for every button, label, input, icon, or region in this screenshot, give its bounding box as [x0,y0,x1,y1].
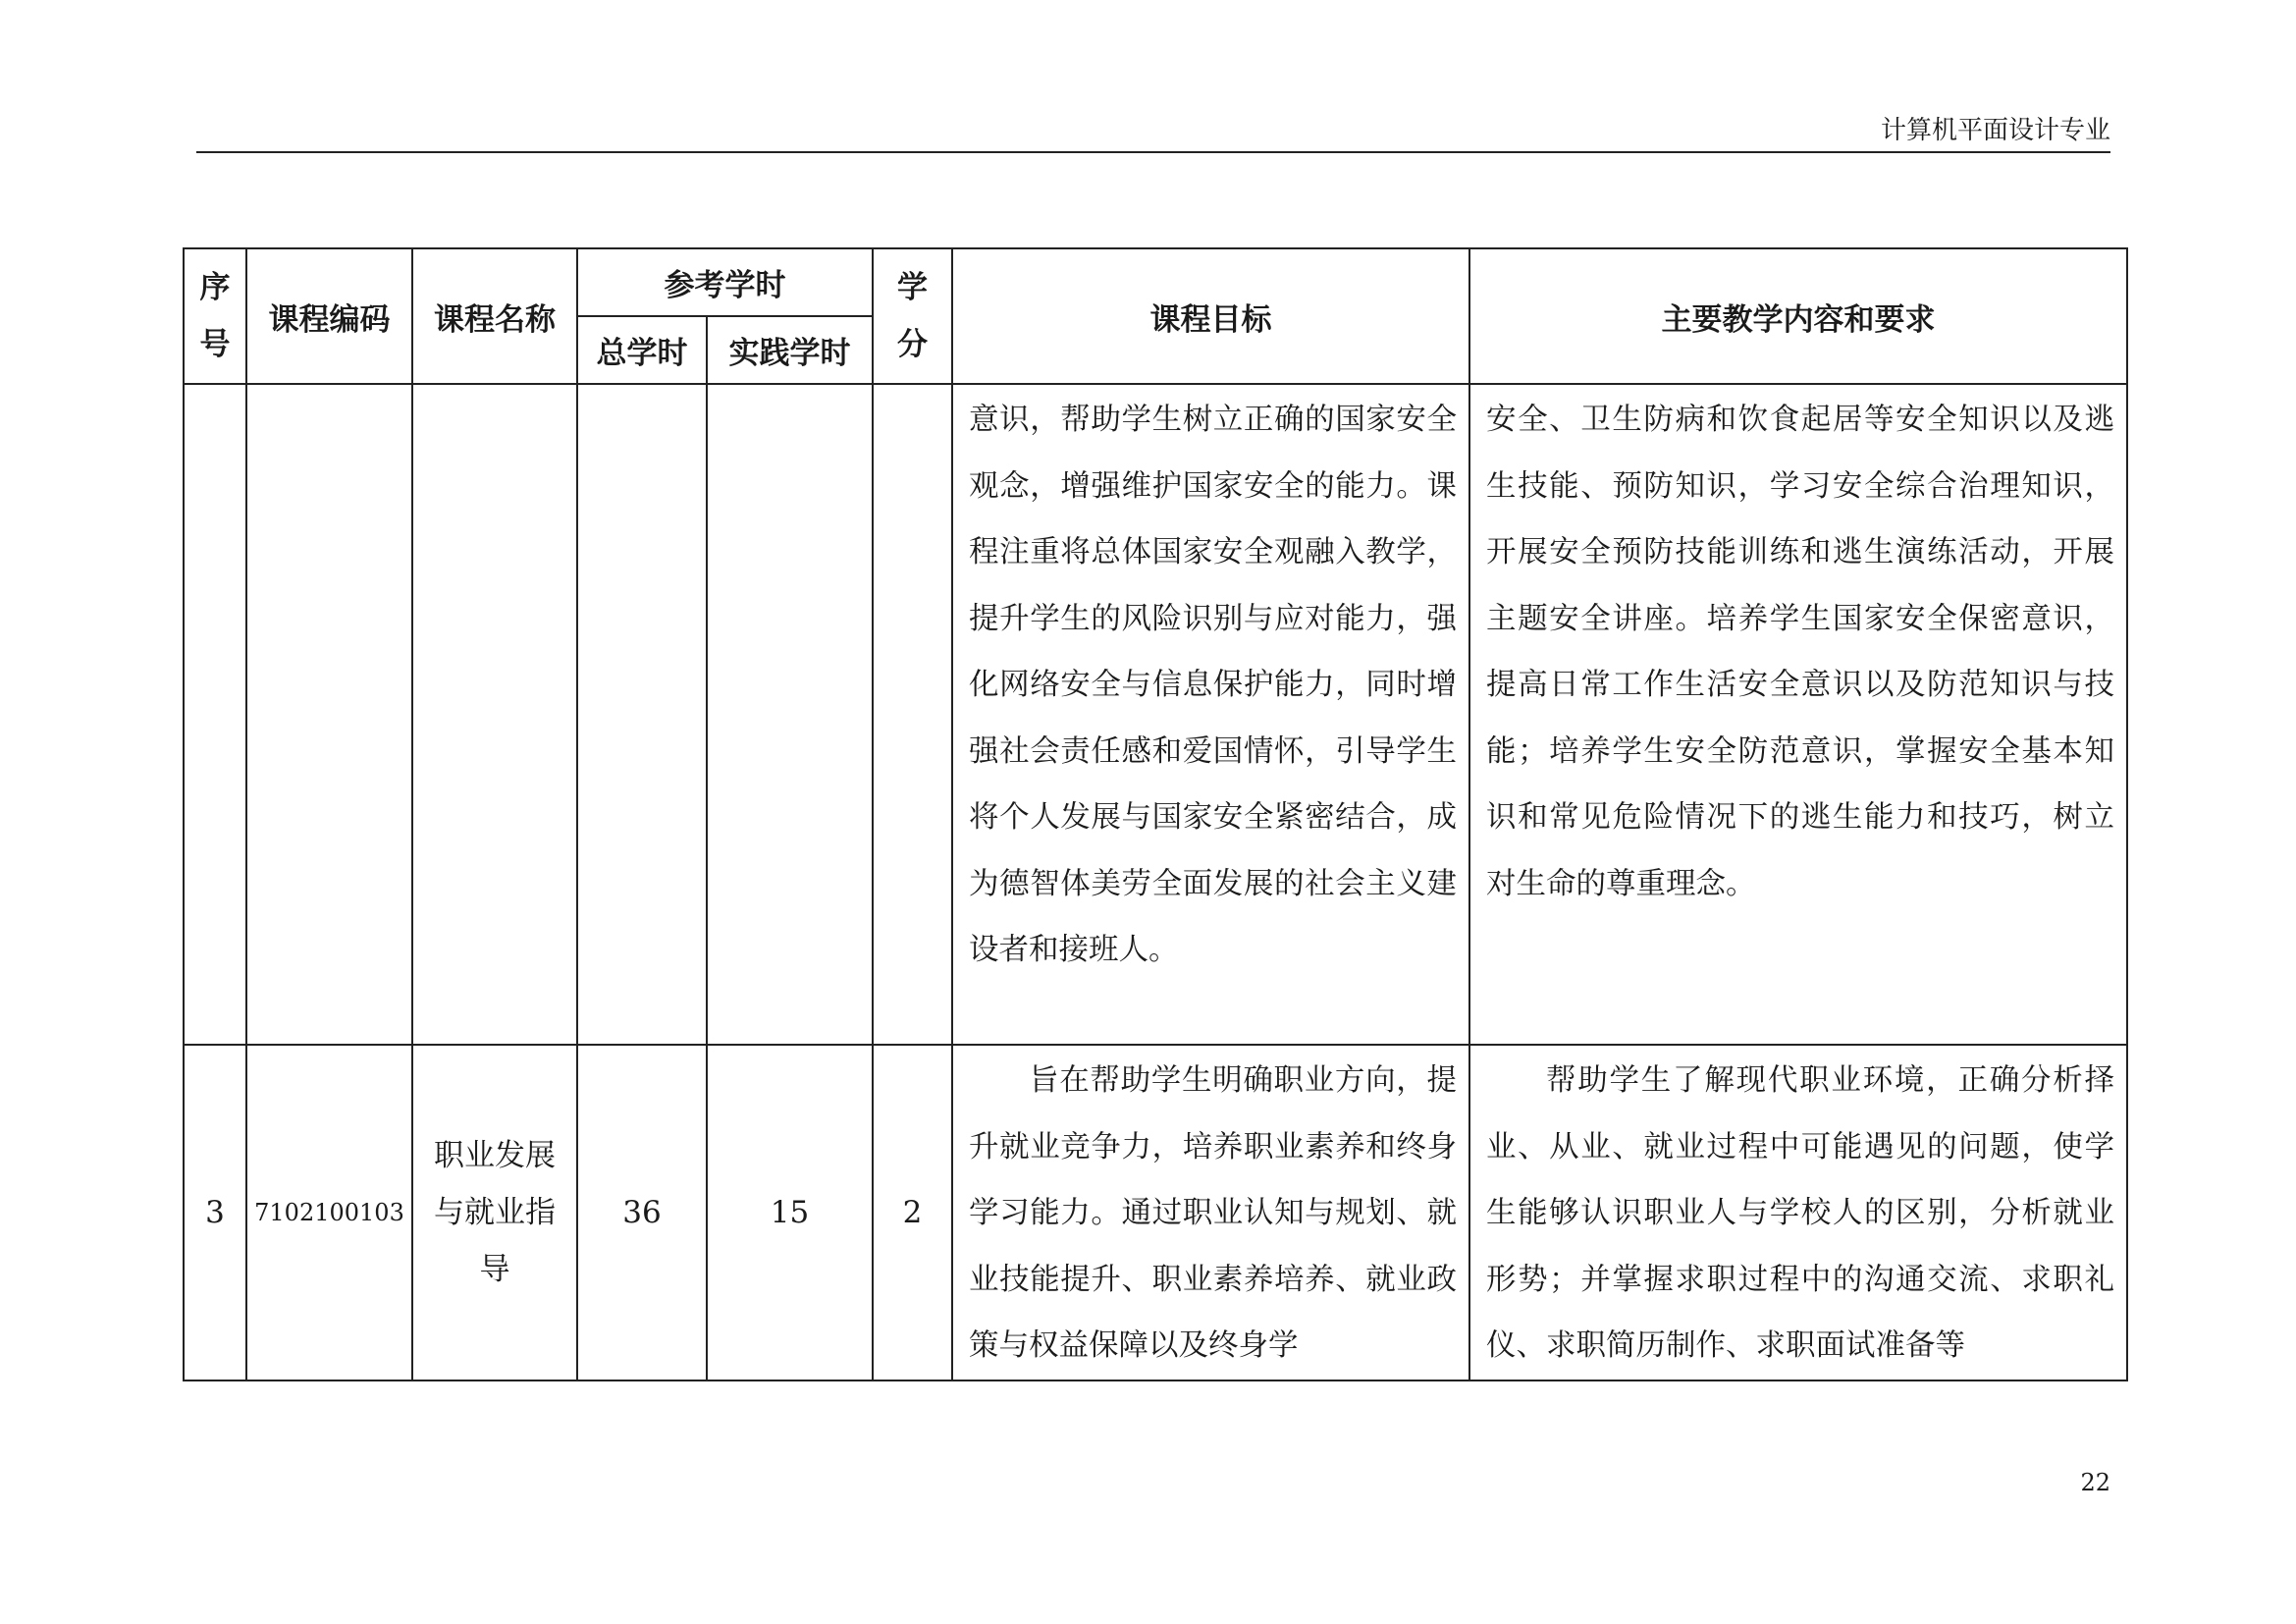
row-code [246,384,412,1045]
table-row [184,1045,2127,1380]
row-name [412,384,577,1045]
row-credit: 2 [873,1045,952,1380]
row-practice-hours: 15 [707,1045,873,1380]
row-content: 安全、卫生防病和饮食起居等安全知识以及逃生技能、预防知识，学习安全综合治理知识，开展安全预防技能训练和逃生演练活动，开展主题安全讲座。培养学生国家安全保密意识，提高日常工作生活安全意识以及防范知识与技能；培养学生安全防范意识，掌握安全基本知识和常见危险情况下的逃生能力和技巧，树立对生命的尊重理念。 [1469,384,2127,1045]
header-code: 课程编码 [246,248,412,384]
header-objective: 课程目标 [952,248,1469,384]
row-total-hours: 36 [577,1045,707,1380]
row-credit [873,384,952,1045]
row-practice-hours [707,384,873,1045]
row-total-hours [577,384,707,1045]
header-name: 课程名称 [412,248,577,384]
row-content: 帮助学生了解现代职业环境，正确分析择业、从业、就业过程中可能遇见的问题，使学生能够认识职业人与学校人的区别，分析就业形势；并掌握求职过程中的沟通交流、求职礼仪、求职简历制作、求职面试准备等 [1469,1045,2127,1380]
row-name: 职业发展与就业指导 [412,1045,577,1380]
table-row [184,384,2127,1045]
header-title: 计算机平面设计专业 [1880,116,2110,145]
page-header [196,116,2110,153]
header-row [184,248,2127,316]
header-hours-group: 参考学时 [577,248,873,316]
header-total-hours: 总学时 [577,316,707,384]
row-objective: 旨在帮助学生明确职业方向，提升就业竞争力，培养职业素养和终身学习能力。通过职业认知与规划、就业技能提升、职业素养培养、就业政策与权益保障以及终身学 [952,1045,1469,1380]
course-table [183,247,2128,1381]
header-index: 序 号 [184,248,246,384]
row-code: 7102100103 [246,1045,412,1380]
page-number: 22 [2080,1469,2110,1496]
header-credit: 学 分 [873,248,952,384]
header-content: 主要教学内容和要求 [1469,248,2127,384]
row-objective: 意识，帮助学生树立正确的国家安全观念，增强维护国家安全的能力。课程注重将总体国家安全观融入教学，提升学生的风险识别与应对能力，强化网络安全与信息保护能力，同时增强社会责任感和爱国情怀，引导学生将个人发展与国家安全紧密结合，成为德智体美劳全面发展的社会主义建设者和接班人。 [952,384,1469,1045]
row-index [184,384,246,1045]
row-index: 3 [184,1045,246,1380]
header-practice-hours: 实践学时 [707,316,873,384]
